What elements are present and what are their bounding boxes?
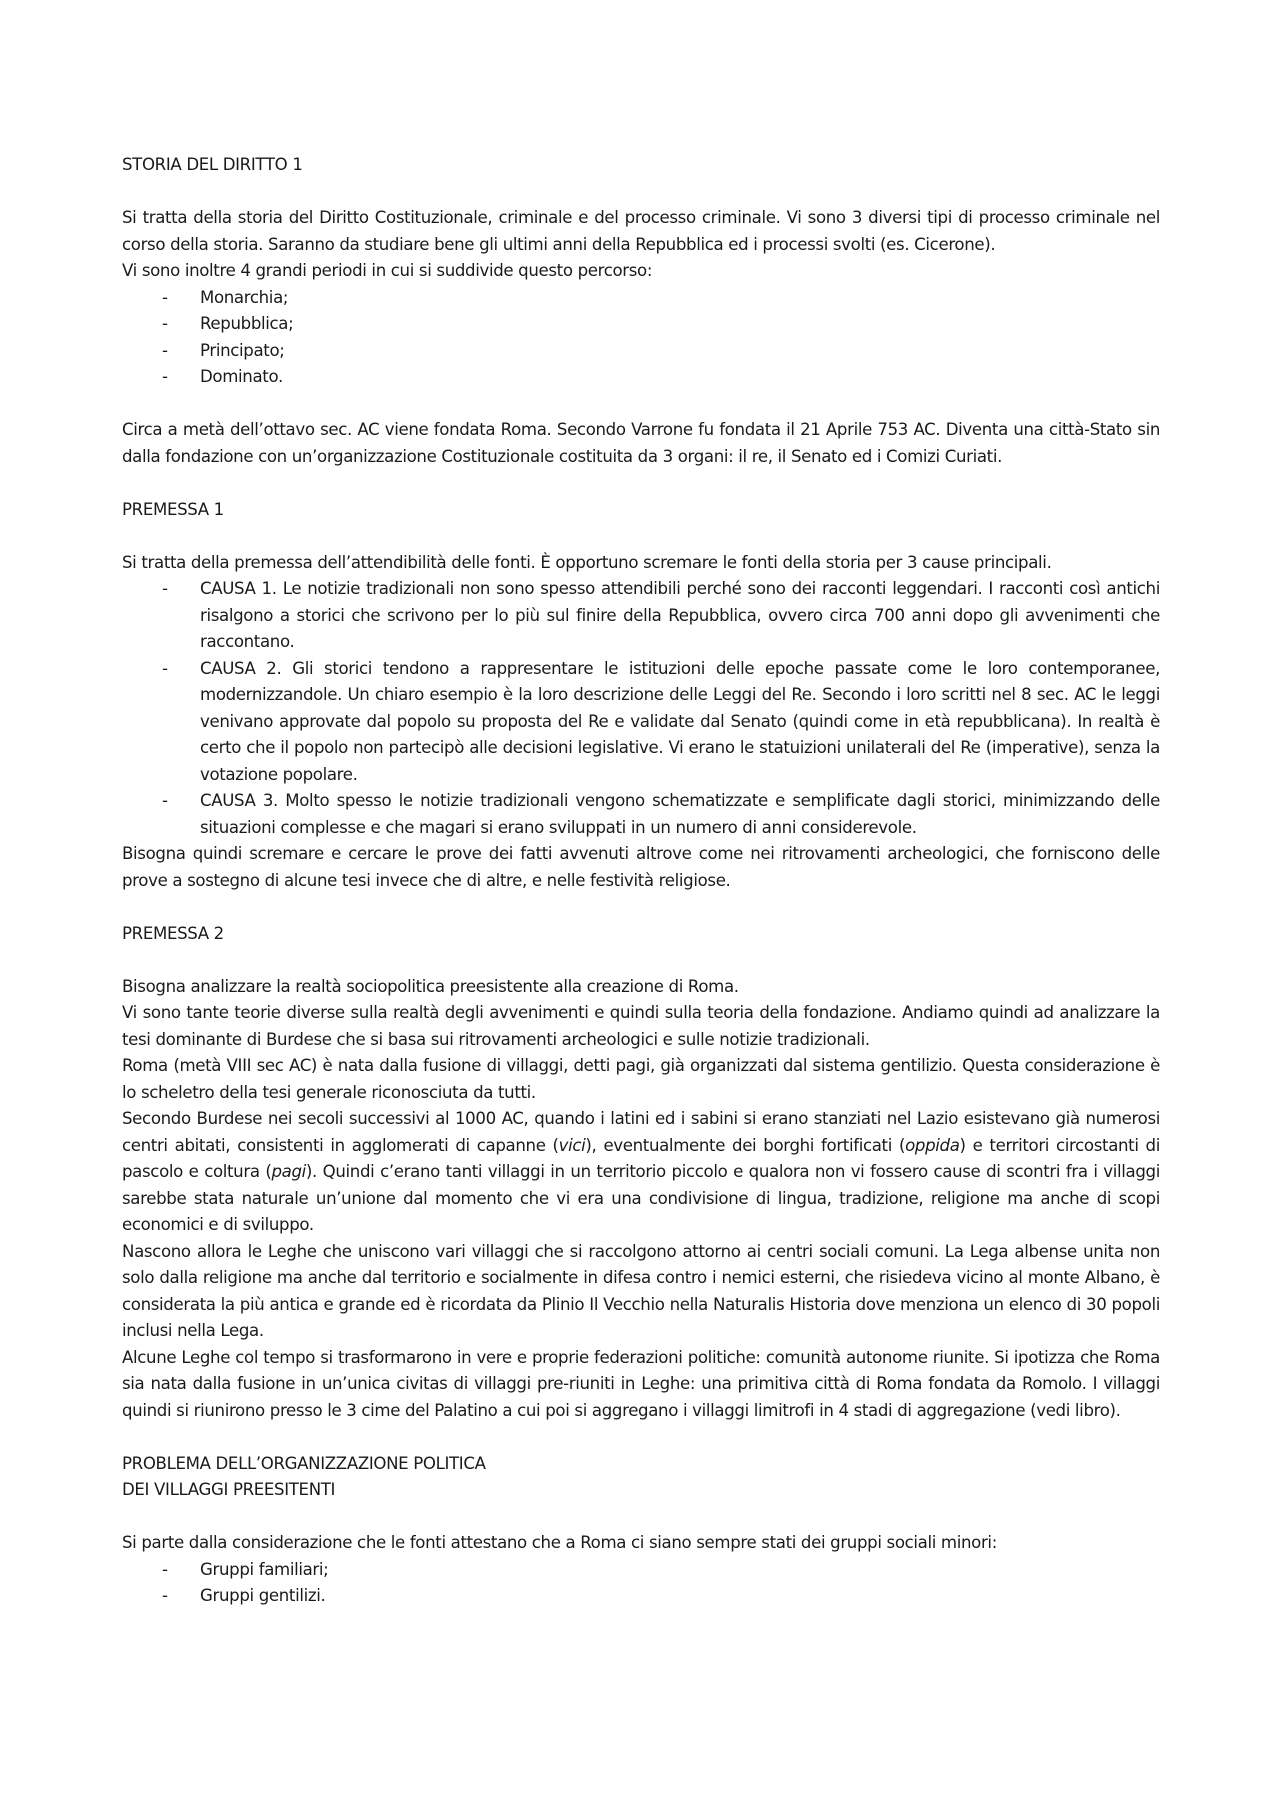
term-pagi: pagi [271,1162,306,1181]
groups-list [122,1557,1160,1610]
premessa-1-paragraph-2: Bisogna quindi scremare e cercare le prove dei fatti avvenuti altrove come nei ritrovamenti archeologici, che forniscono delle prove a sostegno di alcune tesi invece che di altre, e nelle festività religiose. [122,844,1160,890]
list-item: - Gruppi familiari; [122,1557,1160,1584]
causes-list [122,576,1160,841]
list-item: - Gruppi gentilizi. [122,1583,1160,1610]
periods-list [122,285,1160,391]
problema-paragraph-1: Si parte dalla considerazione che le fonti attestano che a Roma ci siano sempre stati dei gruppi sociali minori: [122,1533,997,1552]
dash-bullet: - [162,340,168,360]
dash-bullet: - [162,367,168,386]
list-item: - CAUSA 3. Molto spesso le notizie tradizionali vengono schematizzate e semplificate dagli storici, minimizzando delle situazioni complesse e che magari si erano sviluppati in un numero di anni considerevole. [122,788,1160,841]
intro-paragraph-1: Si tratta della storia del Diritto Costituzionale, criminale e del processo criminale. Vi sono 3 diversi tipi di processo criminale nel corso della storia. Saranno da studiare bene gli ultimi anni della Repubblica ed i processi svolti (es. Cicerone). [122,208,1160,254]
term-oppida: oppida [905,1135,960,1155]
premessa-2-paragraph-2: Vi sono tante teorie diverse sulla realtà degli avvenimenti e quindi sulla teoria della fondazione. Andiamo quindi ad analizzare la tesi dominante di Burdese che si basa sui ritrovamenti archeologici e sulle notizie tradizionali. [122,1003,1160,1049]
dash-bullet: - [162,658,168,678]
premessa-2-paragraph-1: Bisogna analizzare la realtà sociopolitica preesistente alla creazione di Roma. [122,976,739,996]
list-item: - Dominato. [122,364,1160,391]
premessa-2-paragraph-6: Alcune Leghe col tempo si trasformarono in vere e proprie federazioni politiche: comunità autonome riunite. Si ipotizza che Roma sia nata dalla fusione in un’unica civitas di villaggi pre-riuniti in Leghe: una primitiva città di Roma fondata da Romolo. I villaggi quindi si riunirono presso le 3 cime del Palatino a cui poi si aggregano i villaggi limitrofi in 4 stadi di aggregazione (vedi libro). [122,1347,1160,1420]
term-vici: vici [558,1135,586,1155]
dash-bullet: - [162,314,168,333]
document-title: STORIA DEL DIRITTO 1 [122,155,303,174]
section-heading-premessa-2: PREMESSA 2 [122,923,224,943]
premessa-2-paragraph-5: Nascono allora le Leghe che uniscono vari villaggi che si raccolgono attorno ai centri sociali comuni. La Lega albense unita non solo dalla religione ma anche dal territorio e socialmente in difesa contro i nemici esterni, che risiedeva vicino al monte Albano, è considerata la più antica e grande ed è ricordata da Plinio Il Vecchio nella Naturalis Historia dove menziona un elenco di 30 popoli inclusi nella Lega. [122,1241,1160,1340]
premessa-2-paragraph-3: Roma (metà VIII sec AC) è nata dalla fusione di villaggi, detti pagi, già organizzati dal sistema gentilizio. Questa considerazione è lo scheletro della tesi generale riconosciuta da tutti. [122,1056,1160,1102]
section-heading-premessa-1: PREMESSA 1 [122,499,224,519]
document-page [122,152,1160,1610]
dash-bullet: - [162,1586,168,1605]
dash-bullet: - [162,287,168,307]
intro-paragraph-3: Circa a metà dell’ottavo sec. AC viene fondata Roma. Secondo Varrone fu fondata il 21 Aprile 753 AC. Diventa una città-Stato sin dalla fondazione con un’organizzazione Costituzionale costituita da 3 organi: il re, il Senato ed i Comizi Curiati. [122,420,1160,466]
dash-bullet: - [162,579,168,598]
list-item: - CAUSA 2. Gli storici tendono a rappresentare le istituzioni delle epoche passate come le loro contemporanee, modernizzandole. Un chiaro esempio è la loro descrizione delle Leggi del Re. Secondo i loro scritti nel 8 sec. AC le leggi venivano approvate dal popolo su proposta del Re e validate dal Senato (quindi come in età repubblicana). In realtà è certo che il popolo non partecipò alle decisioni legislative. Vi erano le statuizioni unilaterali del Re (imperative), senza la votazione popolare. [122,656,1160,789]
list-item: - Monarchia; [122,285,1160,312]
list-item: - Principato; [122,338,1160,365]
intro-paragraph-2: Vi sono inoltre 4 grandi periodi in cui si suddivide questo percorso: [122,261,653,280]
premessa-1-paragraph-1: Si tratta della premessa dell’attendibilità delle fonti. È opportuno scremare le fonti della storia per 3 cause principali. [122,552,1052,572]
dash-bullet: - [162,1559,168,1579]
list-item: - Repubblica; [122,311,1160,338]
premessa-2-paragraph-4: Secondo Burdese nei secoli successivi al 1000 AC, quando i latini ed i sabini si erano stanziati nel Lazio esistevano già numerosi centri abitati, consistenti in agglomerati di capanne (vici), eventualmente dei borghi fortificati (oppida) e territori circostanti di pascolo e coltura (pagi). Quindi c’erano tanti villaggi in un territorio piccolo e qualora non vi fossero cause di scontri fra i villaggi sarebbe stata naturale un’unione dal momento che vi era una condivisione di lingua, tradizione, religione ma anche di scopi economici e di sviluppo. [122,1109,1161,1234]
section-heading-problema-line-1: PROBLEMA DELL’ORGANIZZAZIONE POLITICA [122,1453,486,1473]
section-heading-problema-line-2: DEI VILLAGGI PREESITENTI [122,1480,336,1499]
list-item: - CAUSA 1. Le notizie tradizionali non sono spesso attendibili perché sono dei racconti leggendari. I racconti così antichi risalgono a storici che scrivono per lo più sul finire della Repubblica, ovvero circa 700 anni dopo gli avvenimenti che raccontano. [122,576,1160,656]
dash-bullet: - [162,791,168,810]
